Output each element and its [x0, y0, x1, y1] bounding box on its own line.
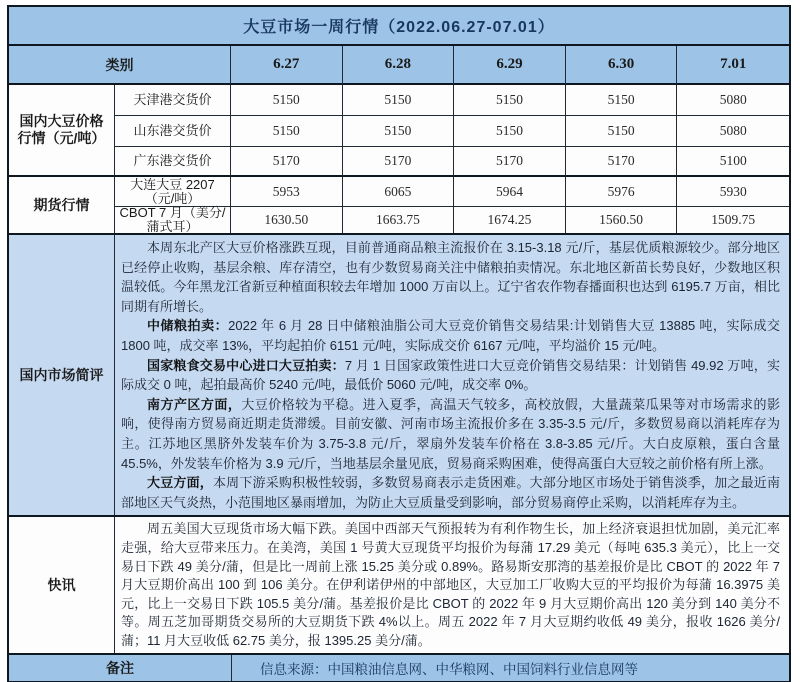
paragraph-text: 周五美国大豆现货市场大幅下跌。美国中西部天气预报转为有利作物生长，加上经济衰退担忧加剧，美元汇率走强，给大豆带来压力。在美湾，美国 1 号黄大豆现货平均报价为每蒲 17.29 美元（每吨 635.3 美元），比上一交易日下跌 49 美分/蒲，但是比一周前上涨 15.25 美分或 0.89%。路易斯安那湾的基差报价是比 CBOT 的 2022 年 7 月大豆期价高出 100 到 106 美分。在伊利诺伊州的中部地区，大豆加工厂收购大豆的平均报价为每蒲 16.3975 美元，比上一交易日下跌 105.5 美分/蒲。基差报价是比 CBOT 的 2022 年 9 月大豆期价高出 120 美分到 140 美分不等。周五芝加哥期货交易所的大豆期货下跌 4%以上。周五 2022 年 7 月大豆期约收低 49 美分，报收 1626 美分/蒲；11 月大豆收低 62.75 美分，报 1395.25 美分/蒲。: [121, 521, 780, 648]
section-label-domestic-prices: 国内大豆价格行情（元/吨）: [9, 85, 115, 177]
commentary-paragraph: [121, 316, 780, 355]
value-cell: 5953: [231, 177, 343, 207]
value-cell: 5150: [454, 116, 566, 147]
value-cell: 5150: [231, 85, 343, 116]
paragraph-lead: 中储粮拍卖：: [147, 318, 229, 334]
commentary-paragraph: [121, 238, 780, 316]
value-cell: 5150: [343, 116, 455, 147]
value-cell: 6065: [343, 177, 455, 207]
date-header-6-29: 6.29: [454, 46, 566, 85]
title-bar: [9, 7, 789, 46]
row-label-dalian-soybean-2207: 大连大豆 2207（元/吨）: [115, 177, 231, 207]
price-table: [9, 46, 789, 235]
commentary-label: 国内市场简评: [9, 235, 115, 515]
value-cell: 5150: [566, 85, 678, 116]
paragraph-lead: 国家粮食交易中心进口大豆拍卖：: [147, 357, 345, 373]
weekly-soybean-report-table: [7, 5, 791, 682]
remark-section: [9, 655, 789, 681]
news-section: [9, 517, 789, 655]
value-cell: 5170: [454, 147, 566, 177]
section-label-futures: 期货行情: [9, 177, 115, 233]
date-header-6-28: 6.28: [343, 46, 455, 85]
value-cell: 5150: [231, 116, 343, 147]
row-label-tianjin-port: 天津港交货价: [115, 85, 231, 116]
value-cell: 5080: [677, 116, 789, 147]
value-cell: 5150: [566, 116, 678, 147]
news-content: [115, 517, 789, 653]
value-cell: 5080: [677, 85, 789, 116]
value-cell: 1560.50: [566, 207, 678, 233]
value-cell: 1674.25: [454, 207, 566, 233]
commentary-content: [115, 235, 789, 515]
commentary-section: [9, 235, 789, 517]
remark-label: 备注: [9, 655, 232, 681]
value-cell: 5170: [566, 147, 678, 177]
category-header-cell: 类别: [9, 46, 231, 85]
value-cell: 1630.50: [231, 207, 343, 233]
paragraph-text: 2022 年 6 月 28 日中储粮油脂公司大豆竞价销售交易结果:计划销售大豆 13885 吨，实际成交 1800 吨，成交率 13%，平均起拍价 6151 元/吨，实际成交价 6167 元/吨，平均溢价 15 元/吨。: [121, 318, 780, 353]
paragraph-lead: 大豆方面，: [147, 475, 213, 491]
news-label: 快讯: [9, 517, 115, 653]
remark-text: 信息来源：中国粮油信息网、中华粮网、中国饲料行业信息网等: [260, 662, 638, 678]
date-header-6-27: 6.27: [231, 46, 343, 85]
paragraph-text: 本周东北产区大豆价格涨跌互现，目前普通商品粮主流报价在 3.15-3.18 元/斤，基层优质粮源较少。部分地区已经停止收购，基层余粮、库存清空，也有少数贸易商关注中储粮拍卖情况。东北地区新苗长势良好，少数地区积温较低。今年黑龙江省新豆种植面积较去年增加 1000 万亩以上。辽宁省农作物春播面积也达到 6195.7 万亩，相比同期有所增长。: [121, 240, 780, 314]
value-cell: 5170: [343, 147, 455, 177]
value-cell: 5150: [454, 85, 566, 116]
row-label-guangdong-port: 广东港交货价: [115, 147, 231, 177]
value-cell: 5930: [677, 177, 789, 207]
value-cell: 1509.75: [711, 212, 756, 227]
value-cell: 1663.75: [343, 207, 455, 233]
paragraph-text: 本周下游采购积极性较弱，多数贸易商表示走货困难。大部分地区市场处于销售淡季，加之最近南部地区天气炎热，小范围地区暴雨增加，为防止大豆质量受到影响，部分贸易商停止采购，以消耗库存为主。: [121, 475, 780, 510]
commentary-paragraph: [121, 395, 780, 473]
value-cell: 5976: [566, 177, 678, 207]
row-label-cbot-july: CBOT 7 月（美分/蒲式耳）: [115, 207, 231, 233]
paragraph-lead: 南方产区方面，: [147, 396, 242, 412]
value-cell: 5150: [343, 85, 455, 116]
date-header-6-30: 6.30: [566, 46, 678, 85]
paragraph-text: 大豆价格较为平稳。进入夏季，高温天气较多，高校放假，大量蔬菜瓜果等对市场需求的影响，使得南方贸易商近期走货滞缓。目前安徽、河南市场主流报价多在 3.35-3.5 元/斤，多数贸易商以消耗库存为主。江苏地区黑脐外发装车价为 3.75-3.8 元/斤，翠扇外发装车价格在 3.8-3.85 元/斤。大白皮原粮，蛋白含量 45.5%，外发装车价格为 3.9 元/斤，当地基层余量见底，贸易商采购困难，使得高蛋白大豆较之前价格有所上涨。: [121, 396, 780, 471]
value-cell: 5100: [677, 147, 789, 177]
page-title: 大豆市场一周行情（2022.06.27-07.01）: [243, 19, 555, 36]
paragraph-text: 7 月 1 日国家政策性进口大豆竞价销售交易结果：计划销售 49.92 万吨，实际成交 0 吨，起拍最高价 5240 元/吨，最低价 5060 元/吨，成交率 0%。: [121, 357, 780, 393]
row-label-shandong-port: 山东港交货价: [115, 116, 231, 147]
value-cell: 5964: [454, 177, 566, 207]
commentary-paragraph: [121, 356, 780, 395]
date-header-7-01: 7.01: [677, 46, 789, 85]
value-cell: 5170: [231, 147, 343, 177]
commentary-paragraph: [121, 473, 780, 512]
news-paragraph: [121, 520, 780, 650]
